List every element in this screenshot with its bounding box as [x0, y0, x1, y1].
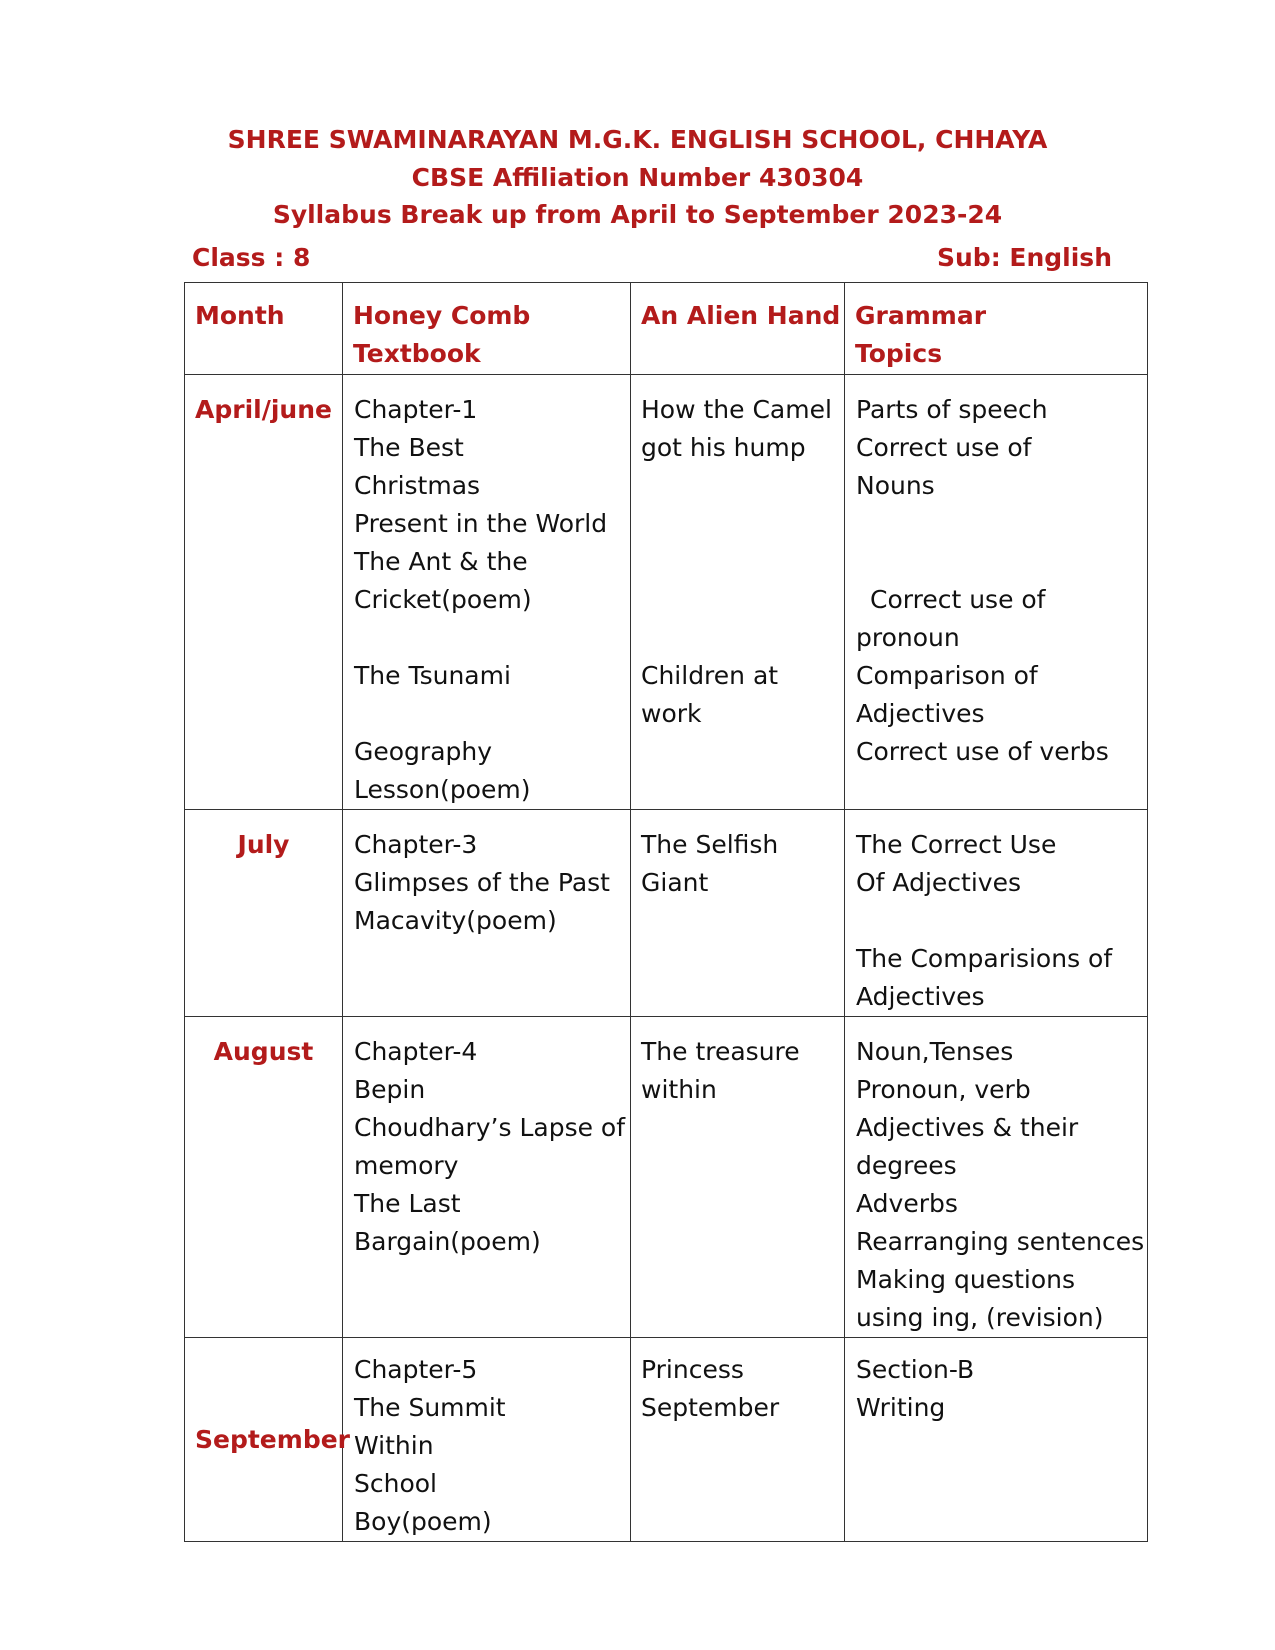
alien-line	[641, 505, 844, 543]
textbook-line: Macavity(poem)	[354, 906, 557, 935]
table-row	[185, 375, 1148, 810]
class-label: Class : 8	[192, 243, 311, 272]
month-name: September	[195, 1424, 350, 1454]
grammar-line: Correct use of	[856, 433, 1032, 462]
textbook-line: The Summit	[354, 1393, 506, 1422]
alien-line: got his hump	[641, 433, 806, 462]
textbook-cell	[343, 1338, 631, 1542]
textbook-line: School	[354, 1469, 437, 1498]
header-alien-hand-label: An Alien Hand	[641, 301, 841, 330]
header-month-label: Month	[195, 301, 285, 330]
grammar-cell	[845, 1017, 1148, 1338]
textbook-line: The Ant & the	[354, 547, 528, 576]
textbook-line: Choudhary’s Lapse of	[354, 1113, 626, 1142]
textbook-line: The Best	[354, 433, 464, 462]
textbook-line: Cricket(poem)	[354, 585, 532, 614]
textbook-line: Chapter-1	[354, 395, 478, 424]
alien-line: Princess	[641, 1355, 744, 1384]
grammar-line	[856, 505, 1147, 543]
school-name: SHREE SWAMINARAYAN M.G.K. ENGLISH SCHOOL, CHHAYA	[227, 125, 1048, 154]
syllabus-title: Syllabus Break up from April to September 2023-24	[272, 200, 1003, 229]
header-textbook-label: Honey Comb Textbook	[353, 301, 531, 368]
month-cell	[185, 1338, 350, 1542]
grammar-cell	[845, 375, 1148, 810]
table-row	[185, 1017, 1148, 1338]
grammar-cell	[845, 1338, 1148, 1542]
textbook-line: memory	[354, 1151, 459, 1180]
grammar-cell	[845, 810, 1148, 1017]
grammar-line: Section-B	[856, 1355, 975, 1384]
month-name: April/june	[195, 395, 332, 424]
alien-cell	[631, 1338, 845, 1542]
header-month	[185, 283, 343, 375]
grammar-line: Nouns	[856, 471, 935, 500]
alien-line: Giant	[641, 868, 709, 897]
header-grammar-label: Grammar Topics	[855, 301, 987, 368]
alien-line	[641, 619, 844, 657]
textbook-line: Lesson(poem)	[354, 775, 531, 804]
table-row	[185, 810, 1148, 1017]
grammar-line: Writing	[856, 1393, 946, 1422]
textbook-line: Present in the World	[354, 509, 608, 538]
month-cell	[185, 810, 343, 1017]
header-grammar	[845, 283, 1148, 375]
grammar-line: using ing, (revision)	[856, 1303, 1104, 1332]
grammar-line: Adverbs	[856, 1189, 958, 1218]
alien-cell	[631, 375, 845, 810]
syllabus-table	[184, 282, 1148, 1542]
textbook-line: Glimpses of the Past	[354, 868, 610, 897]
grammar-line: pronoun	[856, 623, 960, 652]
grammar-line: Adjectives	[856, 982, 985, 1011]
textbook-line: Boy(poem)	[354, 1507, 492, 1536]
textbook-line: Chapter-5	[354, 1355, 478, 1384]
affiliation-number: CBSE Affiliation Number 430304	[411, 163, 864, 192]
grammar-line: Adjectives	[856, 699, 985, 728]
grammar-line: Adjectives & their	[856, 1113, 1079, 1142]
month-name: July	[237, 830, 290, 859]
alien-line: How the Camel	[641, 395, 832, 424]
grammar-line: degrees	[856, 1151, 957, 1180]
grammar-line: The Correct Use	[856, 830, 1057, 859]
alien-cell	[631, 810, 845, 1017]
alien-line: The Selfish	[641, 830, 779, 859]
textbook-cell	[343, 810, 631, 1017]
month-cell	[185, 1017, 343, 1338]
alien-line	[641, 581, 844, 619]
textbook-line: Bepin	[354, 1075, 426, 1104]
grammar-line: Correct use of verbs	[856, 737, 1109, 766]
alien-line: September	[641, 1393, 780, 1422]
grammar-line: Pronoun, verb	[856, 1075, 1031, 1104]
grammar-line: Correct use of	[870, 585, 1046, 614]
month-name: August	[213, 1037, 314, 1066]
grammar-line: Noun,Tenses	[856, 1037, 1014, 1066]
textbook-line: Bargain(poem)	[354, 1227, 541, 1256]
textbook-line: Chapter-4	[354, 1037, 478, 1066]
grammar-line: Parts of speech	[856, 395, 1048, 424]
alien-line: The treasure	[641, 1037, 800, 1066]
alien-line: work	[641, 699, 702, 728]
subject-label: Sub: English	[937, 243, 1112, 272]
grammar-line: Comparison of	[856, 661, 1038, 690]
month-cell	[185, 375, 343, 810]
textbook-line: Within	[354, 1431, 434, 1460]
grammar-line: The Comparisions of	[856, 944, 1113, 973]
textbook-line: Chapter-3	[354, 830, 478, 859]
textbook-line: Geography	[354, 737, 493, 766]
grammar-line	[856, 902, 1147, 940]
textbook-cell	[343, 1017, 631, 1338]
grammar-line: Rearranging sentences	[856, 1227, 1145, 1256]
textbook-line: The Tsunami	[354, 661, 511, 690]
textbook-line: The Last	[354, 1189, 461, 1218]
grammar-line	[856, 543, 1147, 581]
table-row	[185, 1338, 1148, 1542]
alien-line	[641, 467, 844, 505]
textbook-line	[354, 619, 630, 657]
alien-line	[641, 543, 844, 581]
alien-cell	[631, 1017, 845, 1338]
alien-line: Children at	[641, 661, 779, 690]
grammar-line: Making questions	[856, 1265, 1076, 1294]
header-textbook	[343, 283, 631, 375]
header-alien-hand	[631, 283, 845, 375]
textbook-cell	[343, 375, 631, 810]
header-row	[185, 283, 1148, 375]
textbook-line: Christmas	[354, 471, 481, 500]
alien-line: within	[641, 1075, 717, 1104]
grammar-line: Of Adjectives	[856, 868, 1021, 897]
textbook-line	[354, 695, 630, 733]
